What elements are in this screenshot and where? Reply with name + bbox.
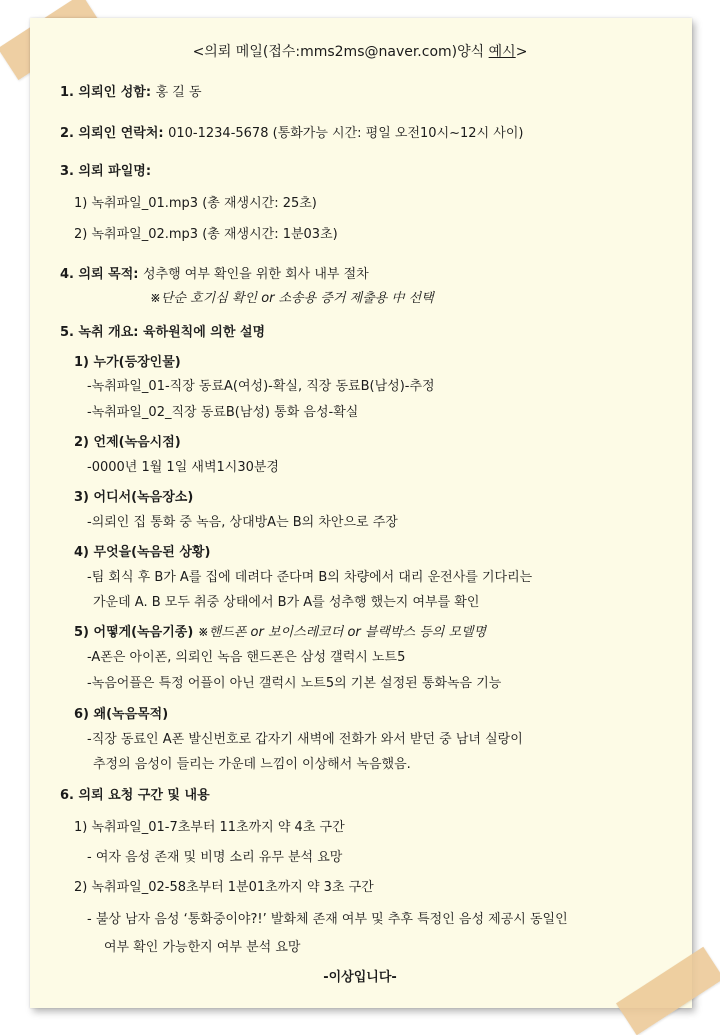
who-heading: 1) 누가(등장인물) xyxy=(74,355,181,370)
what-heading: 4) 무엇을(녹음된 상황) xyxy=(74,545,211,560)
closing-text: -이상입니다- xyxy=(323,970,397,985)
file-item: 1) 녹취파일_01.mp3 (총 재생시간: 25초) xyxy=(74,196,317,211)
requester-contact: 010-1234-5678 (통화가능 시간: 평일 오전10시~12시 사이) xyxy=(168,126,524,141)
request-item-2: 2) 녹취파일_02-58초부터 1분01초까지 약 3초 구간 xyxy=(74,880,374,895)
where-heading: 3) 어디서(녹음장소) xyxy=(74,490,194,505)
purpose-value: 성추행 여부 확인을 위한 회사 내부 절차 xyxy=(143,267,369,282)
request-item-2-detail: - 불상 남자 음성 ‘통화중이야?!’ 발화체 존재 여부 및 추후 특정인 음성 제공시 동일인 xyxy=(87,912,568,927)
request-item-1-detail: - 여자 음성 존재 및 비명 소리 유무 분석 요망 xyxy=(87,850,343,865)
section-1: 1. 의뢰인 성함: 홍 길 동 xyxy=(60,85,202,100)
how-line: -녹음어플은 특정 어플이 아닌 갤럭시 노트5의 기본 설정된 통화녹음 기능 xyxy=(87,676,502,691)
what-line: -팀 회식 후 B가 A를 집에 데려다 준다며 B의 차량에서 대리 운전사를 기다리는 xyxy=(87,570,533,585)
when-heading: 2) 언제(녹음시점) xyxy=(74,435,181,450)
purpose-note: ※단순 호기심 확인 or 소송용 증거 제출용 中 선택 xyxy=(150,291,434,306)
section-5-heading: 5. 녹취 개요: 육하원칙에 의한 설명 xyxy=(60,325,266,340)
section-2: 2. 의뢰인 연락처: 010-1234-5678 (통화가능 시간: 평일 오전10시~12시 사이) xyxy=(60,126,524,141)
file-item: 2) 녹취파일_02.mp3 (총 재생시간: 1분03초) xyxy=(74,227,338,242)
request-item-1: 1) 녹취파일_01-7초부터 11초까지 약 4초 구간 xyxy=(74,820,345,835)
requester-name: 홍 길 동 xyxy=(155,85,202,100)
who-line: -녹취파일_02_직장 동료B(남성) 통화 음성-확실 xyxy=(87,405,359,420)
title-emphasis: 예시 xyxy=(488,44,516,60)
section-3-heading: 3. 의뢰 파일명: xyxy=(60,164,152,179)
what-line: 가운데 A. B 모두 취중 상태에서 B가 A를 성추행 했는지 여부를 확인 xyxy=(93,595,480,610)
why-heading: 6) 왜(녹음목적) xyxy=(74,707,169,722)
when-line: -0000년 1월 1일 새벽1시30분경 xyxy=(87,460,279,475)
how-line: -A폰은 아이폰, 의뢰인 녹음 핸드폰은 삼성 갤럭시 노트5 xyxy=(87,650,406,665)
where-line: -의뢰인 집 통화 중 녹음, 상대방A는 B의 차안으로 주장 xyxy=(87,515,398,530)
why-line: -직장 동료인 A폰 발신번호로 갑자기 새벽에 전화가 와서 받던 중 남녀 실랑이 xyxy=(87,732,523,747)
document-title: <의뢰 메일(접수:mms2ms@naver.com)양식 예시> xyxy=(192,44,528,60)
section-6-heading: 6. 의뢰 요청 구간 및 내용 xyxy=(60,788,210,803)
how-heading: 5) 어떻게(녹음기종) ※핸드폰 or 보이스레코더 or 블랙박스 등의 모델명 xyxy=(74,625,487,640)
who-line: -녹취파일_01-직장 동료A(여성)-확실, 직장 동료B(남성)-추정 xyxy=(87,379,435,394)
why-line: 추정의 음성이 들리는 가운데 느낌이 이상해서 녹음했음. xyxy=(93,757,411,772)
how-note: ※핸드폰 or 보이스레코더 or 블랙박스 등의 모델명 xyxy=(197,625,487,640)
request-item-2-detail: 여부 확인 가능한지 여부 분석 요망 xyxy=(104,940,301,955)
section-4: 4. 의뢰 목적: 성추행 여부 확인을 위한 회사 내부 절차 xyxy=(60,267,369,282)
